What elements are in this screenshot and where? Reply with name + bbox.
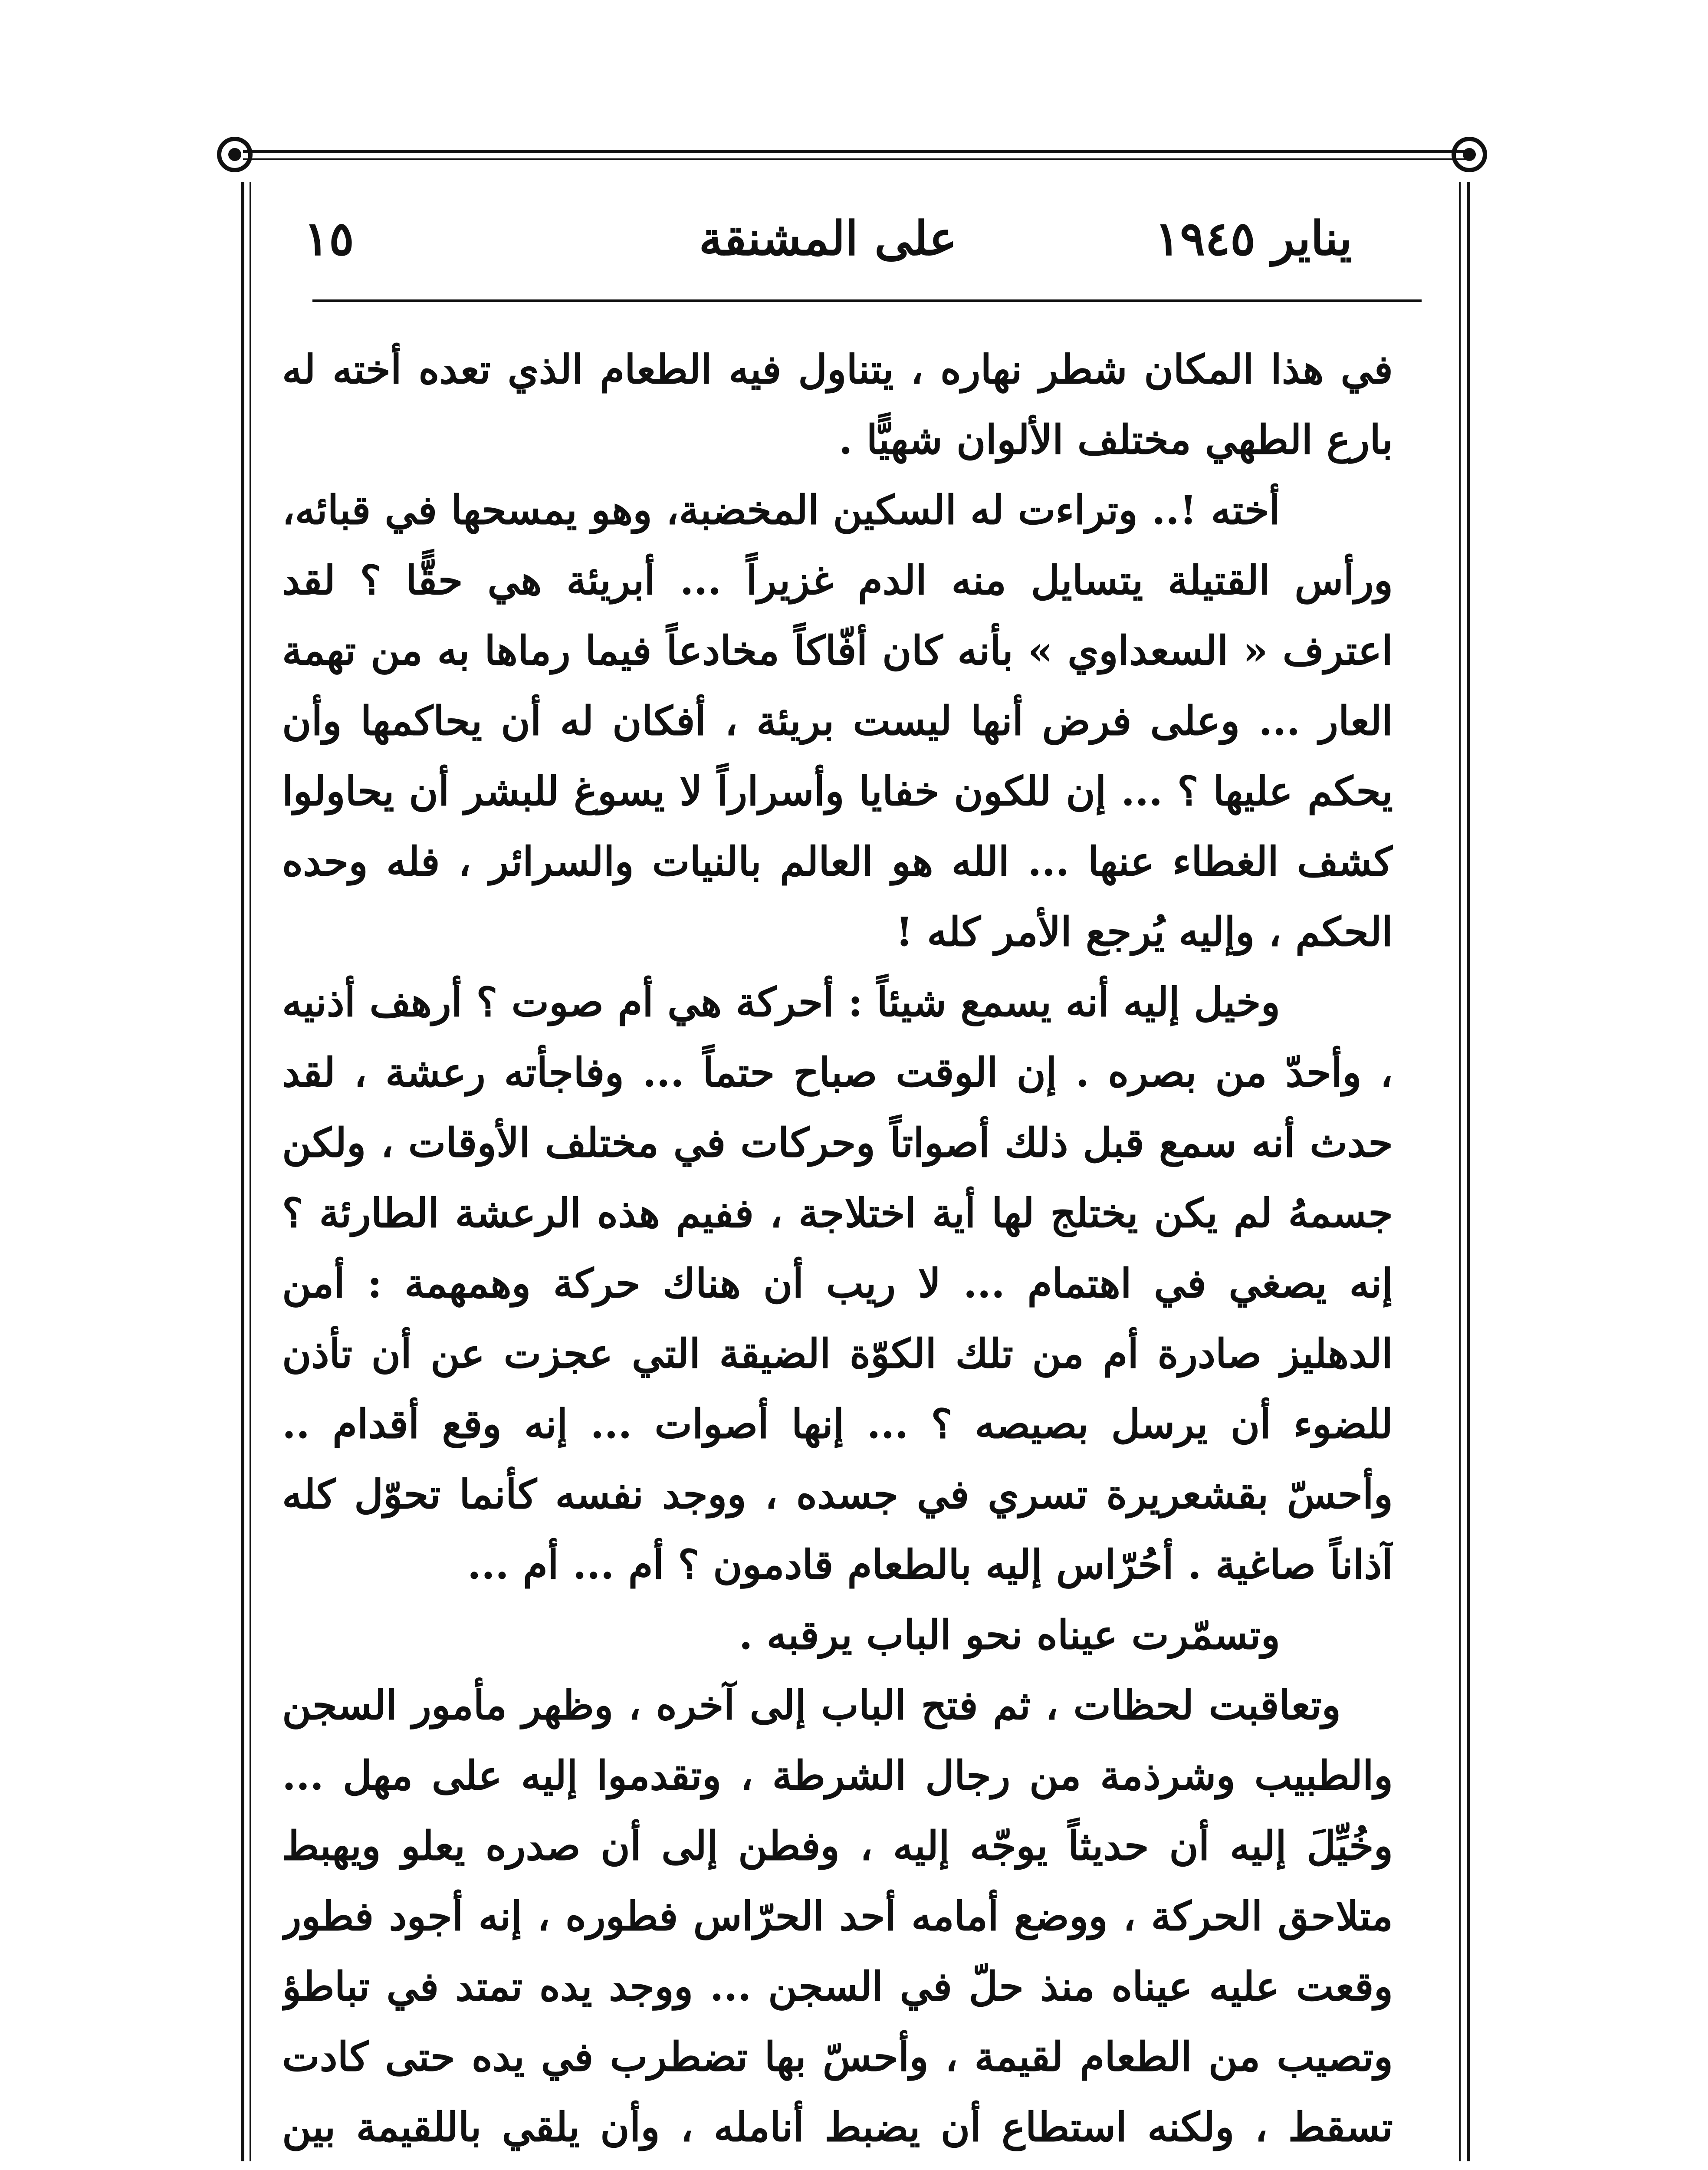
paragraph-4: وتسمّرت عيناه نحو الباب يرقبه . (739, 1611, 1280, 1658)
page-body (282, 334, 1393, 2157)
frame-top-rule (243, 150, 1467, 153)
frame-right-border-inner (1459, 182, 1461, 2161)
frame-left-border (241, 182, 244, 2161)
paragraph-3: وخيل إليه أنه يسمع شيئاً : أحركة هي أم صوت ؟ أرهف أذنيه ، وأحدّ من بصره . إن الوقت صباح حتماً ... وفاجأته رعشة ، لقد حدث أنه سمع قبل ذلك أصواتاً وحركات في مختلف الأوقات ، ولكن جسمهُ لم يكن يختلج لها أية اختلاجة ، ففيم هذه الرعشة الطارئة ؟ إنه يصغي في اهتمام ... لا ريب أن هناك حركة وهمهمة : أمن الدهليز صادرة أم من تلك الكوّة الضيقة التي عجزت عن أن تأذن للضوء أن يرسل بصيصه ؟ ... إنها أصوات ... إنه وقع أقدام .. وأحسّ بقشعريرة تسري في جسده ، ووجد نفسه كأنما تحوّل كله آذاناً صاغية . أحُرّاس إليه بالطعام قادمون ؟ أم ... أم ... (282, 979, 1393, 1588)
corner-ornament-top-right (1452, 137, 1487, 172)
corner-ornament-top-left (217, 137, 253, 172)
frame-left-border-inner (250, 182, 251, 2161)
frame-top-rule-inner (243, 158, 1467, 160)
page-number: ١٥ (304, 211, 355, 266)
header-date: يناير ١٩٤٥ (1155, 211, 1352, 266)
paragraph-5: وتعاقبت لحظات ، ثم فتح الباب إلى آخره ، وظهر مأمور السجن والطبيب وشرذمة من رجال الشرطة ، وتقدموا إليه على مهل ... وخُيِّلَ إليه أن حديثاً يوجّه إليه ، وفطن إلى أن صدره يعلو ويهبط متلاحق الحركة ، ووضع أمامه أحد الحرّاس فطوره ، إنه أجود فطور وقعت عليه عيناه منذ حلّ في السجن ... ووجد يده تمتد في تباطؤ وتصيب من الطعام لقيمة ، وأحسّ بها تضطرب في يده حتى كادت تسقط ، ولكنه استطاع أن يضبط أنامله ، وأن يلقي باللقيمة بين (282, 1682, 1393, 2150)
paragraph-2: أخته !.. وتراءت له السكين المخضبة، وهو يمسحها في قبائه، ورأس القتيلة يتسايل منه الدم غزيراً ... أبريئة هي حقًّا ؟ لقد اعترف « السعداوي » بأنه كان أفّاكاً مخادعاً فيما رماها به من تهمة العار ... وعلى فرض أنها ليست بريئة ، أفكان له أن يحاكمها وأن يحكم عليها ؟ ... إن للكون خفايا وأسراراً لا يسوغ للبشر أن يحاولوا كشف الغطاء عنها ... الله هو العالم بالنيات والسرائر ، فله وحده الحكم ، وإليه يُرجع الأمر كله ! (282, 487, 1393, 955)
header-title: على المشنقة (699, 211, 957, 266)
paragraph-1: في هذا المكان شطر نهاره ، يتناول فيه الطعام الذي تعده أخته له بارع الطهي مختلف الألوان شهيًّا . (282, 346, 1393, 463)
header-rule (312, 299, 1422, 302)
running-header (304, 200, 1352, 278)
frame-right-border (1467, 182, 1470, 2161)
